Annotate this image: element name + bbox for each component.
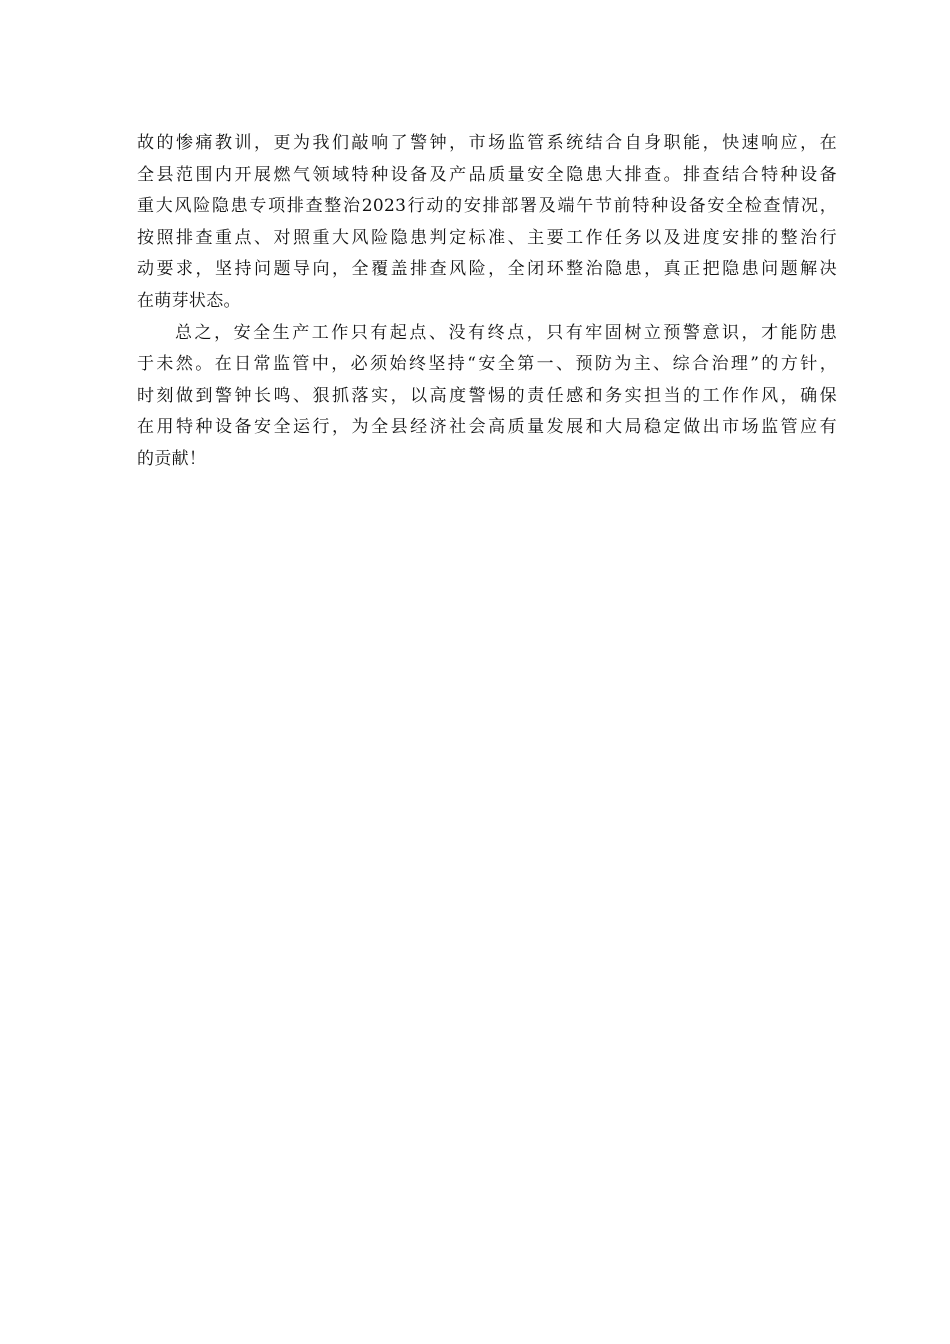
- paragraph-line: 故的惨痛教训，更为我们敲响了警钟，市场监管系统结合自身职能，快速响应，在: [137, 133, 837, 153]
- paragraph-line: 于未然。在日常监管中，必须始终坚持“安全第一、预防为主、综合治理”的方针，: [137, 354, 837, 375]
- paragraph-line: 总之，安全生产工作只有起点、没有终点，只有牢固树立预警意识，才能防患: [175, 322, 837, 343]
- paragraph-2: [137, 318, 837, 476]
- paragraph-1: [137, 128, 837, 318]
- paragraph-line: 动要求，坚持问题导向，全覆盖排查风险，全闭环整治隐患，真正把隐患问题解决: [137, 259, 837, 280]
- paragraph-line: 在用特种设备安全运行，为全县经济社会高质量发展和大局稳定做出市场监管应有: [137, 417, 837, 438]
- paragraph-line: 在萌芽状态。: [137, 290, 241, 311]
- paragraph-line: 按照排查重点、对照重大风险隐患判定标准、主要工作任务以及进度安排的整治行: [137, 227, 837, 248]
- paragraph-line: 时刻做到警钟长鸣、狠抓落实，以高度警惕的责任感和务实担当的工作作风，确保: [137, 385, 837, 406]
- paragraph-line: 全县范围内开展燃气领域特种设备及产品质量安全隐患大排查。排查结合特种设备: [137, 164, 837, 185]
- paragraph-line: 重大风险隐患专项排查整治2023行动的安排部署及端午节前特种设备安全检查情况，: [137, 196, 837, 217]
- paragraph-line: 的贡献！: [137, 448, 207, 469]
- body-text: [137, 128, 837, 476]
